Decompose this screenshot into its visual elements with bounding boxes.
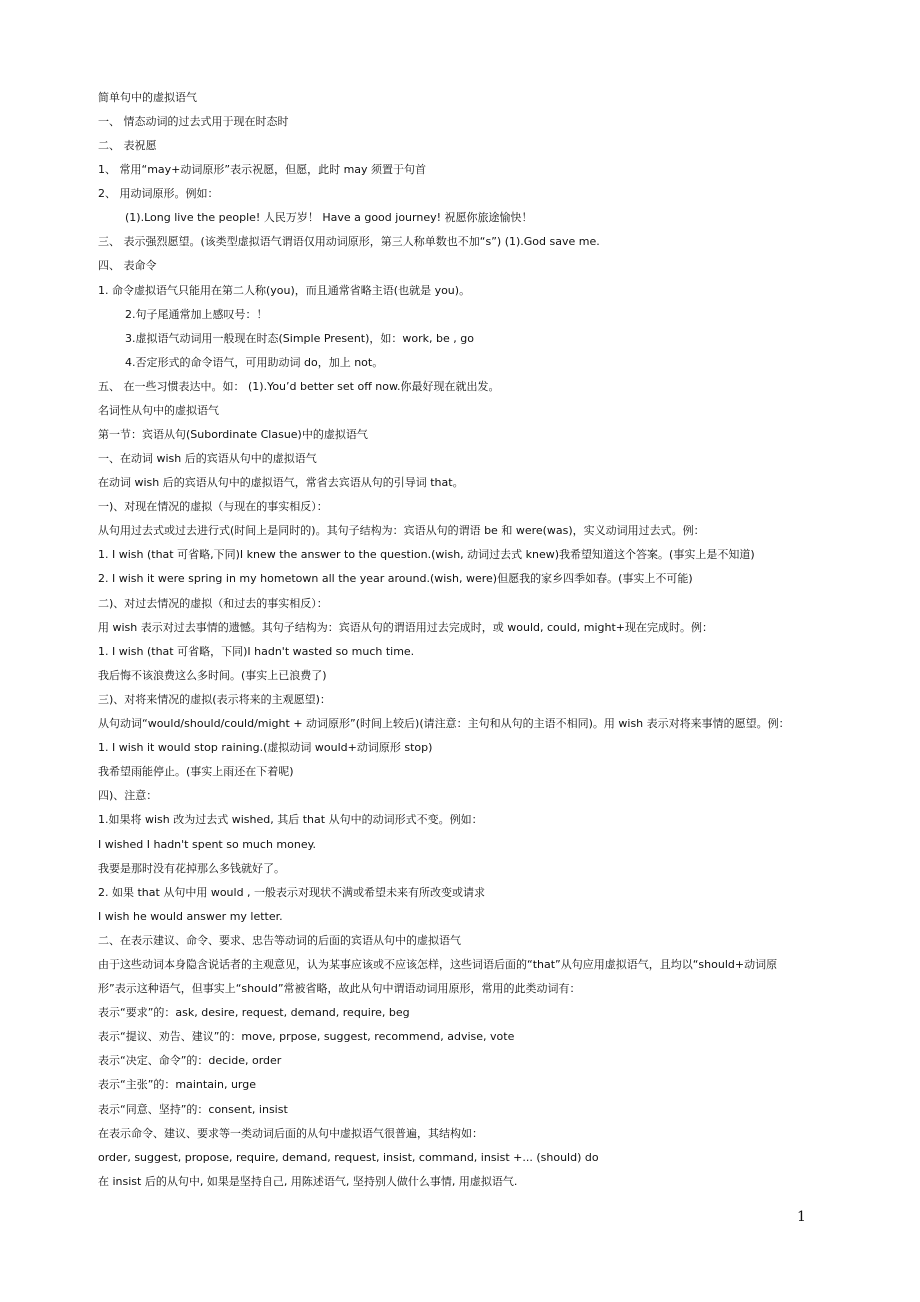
text-line: 用 wish 表示对过去事情的遗憾。其句子结构为：宾语从句的谓语用过去完成时，或 would, could, might+现在完成时。例： <box>98 621 714 634</box>
text-line: 二、在表示建议、命令、要求、忠告等动词的后面的宾语从句中的虚拟语气 <box>98 934 461 947</box>
text-line: 五、 在一些习惯表达中。如： (1).You’d better set off now.你最好现在就出发。 <box>98 380 500 393</box>
text-line: 由于这些动词本身隐含说话者的主观意见，认为某事应该或不应该怎样，这些词语后面的“that”从句应用虚拟语气，且均以“should+动词原 <box>98 958 778 971</box>
text-line: 一、在动词 wish 后的宾语从句中的虚拟语气 <box>98 452 317 465</box>
text-line: 一)、对现在情况的虚拟（与现在的事实相反）： <box>98 500 328 513</box>
text-line: 1. I wish (that 可省略，下同)I hadn't wasted so much time. <box>98 645 415 658</box>
text-line: 在 insist 后的从句中, 如果是坚持自己, 用陈述语气, 坚持别人做什么事情, 用虚拟语气. <box>98 1175 518 1188</box>
text-line: 表示“决定、命令”的：decide, order <box>98 1054 282 1067</box>
text-line: 1. 命令虚拟语气只能用在第二人称(you)，而且通常省略主语(也就是 you)。 <box>98 284 471 297</box>
text-line: 三、 表示强烈愿望。(该类型虚拟语气谓语仅用动词原形，第三人称单数也不加“s”) (1).God save me. <box>98 235 600 248</box>
text-line: 在表示命令、建议、要求等一类动词后面的从句中虚拟语气很普遍，其结构如： <box>98 1127 483 1140</box>
text-line: 表示“主张”的：maintain, urge <box>98 1078 257 1091</box>
text-line: 1. I wish it would stop raining.(虚拟动词 would+动词原形 stop) <box>98 741 433 754</box>
text-line: 第一节：宾语从句(Subordinate Clasue)中的虚拟语气 <box>98 428 368 441</box>
text-line: 四、 表命令 <box>98 259 157 272</box>
text-line: 1.如果将 wish 改为过去式 wished, 其后 that 从句中的动词形式不变。例如： <box>98 813 483 826</box>
section-title: 名词性从句中的虚拟语气 <box>98 404 219 417</box>
text-line: I wished I hadn't spent so much money. <box>98 838 317 851</box>
text-line: 在动词 wish 后的宾语从句中的虚拟语气，常省去宾语从句的引导词 that。 <box>98 476 464 489</box>
text-line: 形”表示这种语气，但事实上“should”常被省略，故此从句中谓语动词用原形，常用的此类动词有： <box>98 982 581 995</box>
text-line: 从句用过去式或过去进行式(时间上是同时的)。其句子结构为：宾语从句的谓语 be 和 were(was)，实义动词用过去式。例： <box>98 524 705 537</box>
text-line: 二、 表祝愿 <box>98 139 157 152</box>
text-line: 4.否定形式的命令语气，可用助动词 do，加上 not。 <box>125 356 384 369</box>
text-line: 三)、对将来情况的虚拟(表示将来的主观愿望)： <box>98 693 331 706</box>
text-line: 我希望雨能停止。(事实上雨还在下着呢) <box>98 765 294 778</box>
text-line: 2. I wish it were spring in my hometown all the year around.(wish, were)但愿我的家乡四季如春。(事实上不可能) <box>98 572 693 585</box>
text-line: 四)、注意： <box>98 789 158 802</box>
text-line: 1、 常用“may+动词原形”表示祝愿，但愿，此时 may 须置于句首 <box>98 163 427 176</box>
text-line: 表示“同意、坚持”的：consent, insist <box>98 1103 288 1116</box>
text-line: 1. I wish (that 可省略,下同)I knew the answer to the question.(wish, 动词过去式 knew)我希望知道这个答案。(事实上是不知道) <box>98 548 755 561</box>
text-line: 我要是那时没有花掉那么多钱就好了。 <box>98 862 285 875</box>
text-line: (1).Long live the people! 人民万岁！ Have a good journey! 祝愿你旅途愉快！ <box>125 211 533 224</box>
text-line: 一、 情态动词的过去式用于现在时态时 <box>98 115 289 128</box>
page-number: 1 <box>797 1209 806 1225</box>
text-line: 2.句子尾通常加上感叹号：！ <box>125 308 268 321</box>
text-line: 2、 用动词原形。例如： <box>98 187 219 200</box>
text-line: I wish he would answer my letter. <box>98 910 283 923</box>
text-line: 二)、对过去情况的虚拟（和过去的事实相反）： <box>98 597 328 610</box>
text-line: 表示“提议、劝告、建议”的：move, prpose, suggest, recommend, advise, vote <box>98 1030 515 1043</box>
text-line: 表示“要求”的：ask, desire, request, demand, require, beg <box>98 1006 410 1019</box>
text-line: 从句动词“would/should/could/might + 动词原形”(时间上较后)(请注意：主句和从句的主语不相同)。用 wish 表示对将来事情的愿望。例： <box>98 717 790 730</box>
text-line: order, suggest, propose, require, demand, request, insist, command, insist +... (should) do <box>98 1151 599 1164</box>
text-line: 3.虚拟语气动词用一般现在时态(Simple Present)，如：work, be , go <box>125 332 474 345</box>
text-line: 我后悔不该浪费这么多时间。(事实上已浪费了) <box>98 669 327 682</box>
section-title: 简单句中的虚拟语气 <box>98 91 197 104</box>
text-line: 2. 如果 that 从句中用 would , 一般表示对现状不满或希望未来有所改变或请求 <box>98 886 486 899</box>
